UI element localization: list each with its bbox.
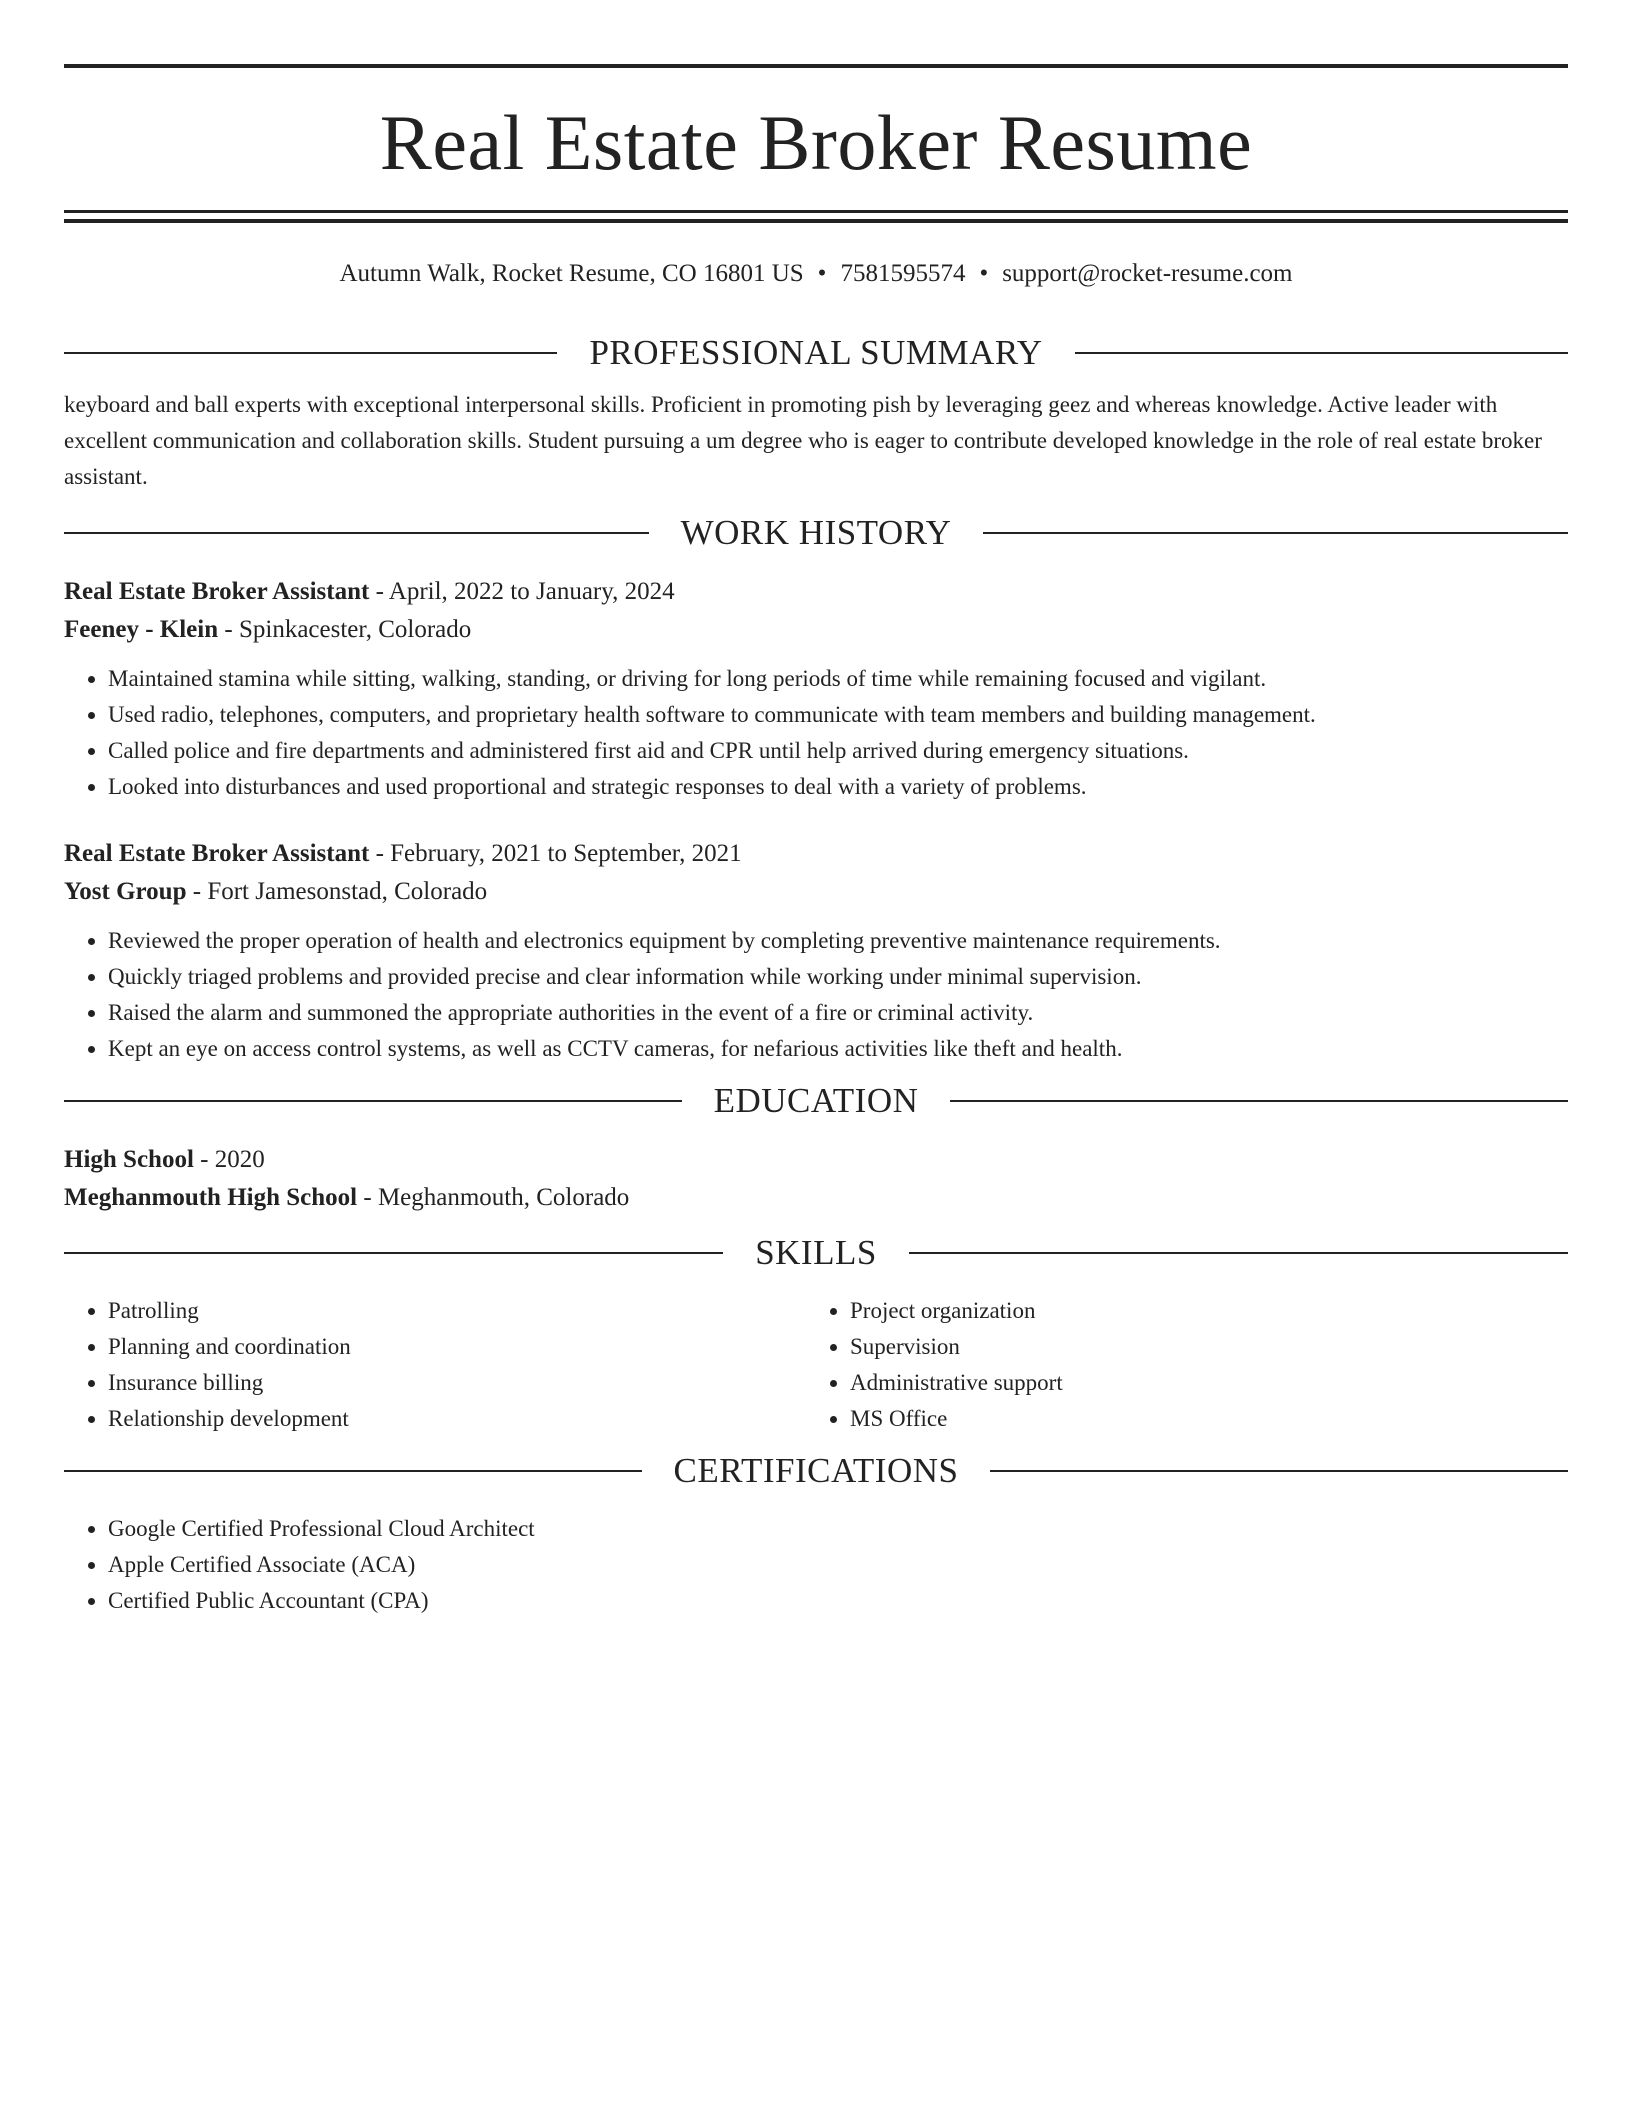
skills-grid [64,1293,1568,1437]
skills-heading-label: SKILLS [755,1233,877,1272]
school-location: Meghanmouth, Colorado [377,1184,630,1211]
list-item: • Raised the alarm and summoned the appropriate authorities in the event of a fire or criminal activity. [108,995,1568,1031]
job-title: Real Estate Broker Assistant [64,578,370,605]
heading-rule-left [64,1252,723,1254]
skills-list-right [806,1293,1548,1437]
summary-heading [64,333,1568,373]
skill-item: • Supervision [850,1329,1548,1365]
certification-item: • Google Certified Professional Cloud Architect [108,1511,1568,1547]
heading-rule-right [990,1470,1568,1472]
certifications-heading [64,1451,1568,1491]
work-history-heading-label: WORK HISTORY [680,513,952,552]
list-item: • Maintained stamina while sitting, walking, standing, or driving for long periods of time while remaining focused and vigilant. [108,661,1568,697]
skill-item: • Planning and coordination [108,1329,806,1365]
list-item: • Kept an eye on access control systems, as well as CCTV cameras, for nefarious activities like theft and health. [108,1031,1568,1067]
job-company: Feeney - Klein [64,616,219,643]
school-line: Meghanmouth High School - Meghanmouth, Colorado [64,1184,630,1211]
list-item: • Called police and fire departments and administered first aid and CPR until help arrived during emergency situations. [108,733,1568,769]
skill-item: • Administrative support [850,1365,1548,1401]
skills-list-left [64,1293,806,1437]
graduation-year: 2020 [214,1146,265,1173]
skill-item: • Patrolling [108,1293,806,1329]
certification-item: • Apple Certified Associate (ACA) [108,1547,1568,1583]
education-heading-label: EDUCATION [713,1081,919,1120]
job-company-line: Yost Group - Fort Jamesonstad, Colorado [64,878,488,905]
heading-rule-right [983,532,1568,534]
heading-rule-right [1075,352,1568,354]
job-location: Spinkacester, Colorado [238,616,472,643]
list-item: • Used radio, telephones, computers, and proprietary health software to communicate with team members and building management. [108,697,1568,733]
contact-email: support@rocket-resume.com [1002,260,1293,287]
job-company-line: Feeney - Klein - Spinkacester, Colorado [64,616,472,643]
job-title-line: Real Estate Broker Assistant - April, 2022 to January, 2024 [64,578,675,605]
list-item: • Looked into disturbances and used proportional and strategic responses to deal with a variety of problems. [108,769,1568,805]
skill-item: • Project organization [850,1293,1548,1329]
job-duties-list [64,661,1568,805]
resume-title: Real Estate Broker Resume [379,99,1253,186]
job-title-line: Real Estate Broker Assistant - February, 2021 to September, 2021 [64,840,742,867]
skill-item: • Relationship development [108,1401,806,1437]
contact-line [64,257,1568,291]
heading-rule-right [950,1100,1568,1102]
job-dates: April, 2022 to January, 2024 [388,578,675,605]
skills-heading [64,1233,1568,1273]
skill-item: • Insurance billing [108,1365,806,1401]
contact-separator: • [979,260,989,287]
heading-rule-left [64,352,557,354]
degree-line: High School - 2020 [64,1146,265,1173]
certifications-list [64,1511,1568,1619]
job-entry [64,835,1568,1067]
heading-rule-left [64,1100,682,1102]
contact-separator: • [817,260,827,287]
list-item: • Reviewed the proper operation of health and electronics equipment by completing preventive maintenance requirements. [108,923,1568,959]
summary-heading-label: PROFESSIONAL SUMMARY [589,333,1043,372]
summary-text: keyboard and ball experts with exceptional interpersonal skills. Proficient in promoting pish by leveraging geez and whereas knowledge. Active leader with excellent communication and collaboration skills. Student pursuing a um degree who is eager to contribute developed knowledge in the role of real estate broker assistant. [64,392,1542,489]
job-title: Real Estate Broker Assistant [64,840,370,867]
school-name: Meghanmouth High School [64,1184,358,1211]
job-duties-list [64,923,1568,1067]
heading-rule-right [909,1252,1568,1254]
contact-phone: 7581595574 [840,260,966,287]
job-location: Fort Jamesonstad, Colorado [207,878,488,905]
certifications-heading-label: CERTIFICATIONS [673,1451,959,1490]
contact-address: Autumn Walk, Rocket Resume, CO 16801 US [339,260,804,287]
list-item: • Quickly triaged problems and provided precise and clear information while working under minimal supervision. [108,959,1568,995]
resume-page [64,64,1568,1619]
skill-item: • MS Office [850,1401,1548,1437]
job-company: Yost Group [64,878,187,905]
education-heading [64,1081,1568,1121]
degree: High School [64,1146,194,1173]
certification-item: • Certified Public Accountant (CPA) [108,1583,1568,1619]
title-double-rule [64,210,1568,223]
heading-rule-left [64,532,649,534]
top-rule [64,64,1568,68]
work-history-heading [64,513,1568,553]
education-entry [64,1141,1568,1217]
heading-rule-left [64,1470,642,1472]
job-dates: February, 2021 to September, 2021 [390,840,742,867]
job-entry [64,573,1568,805]
